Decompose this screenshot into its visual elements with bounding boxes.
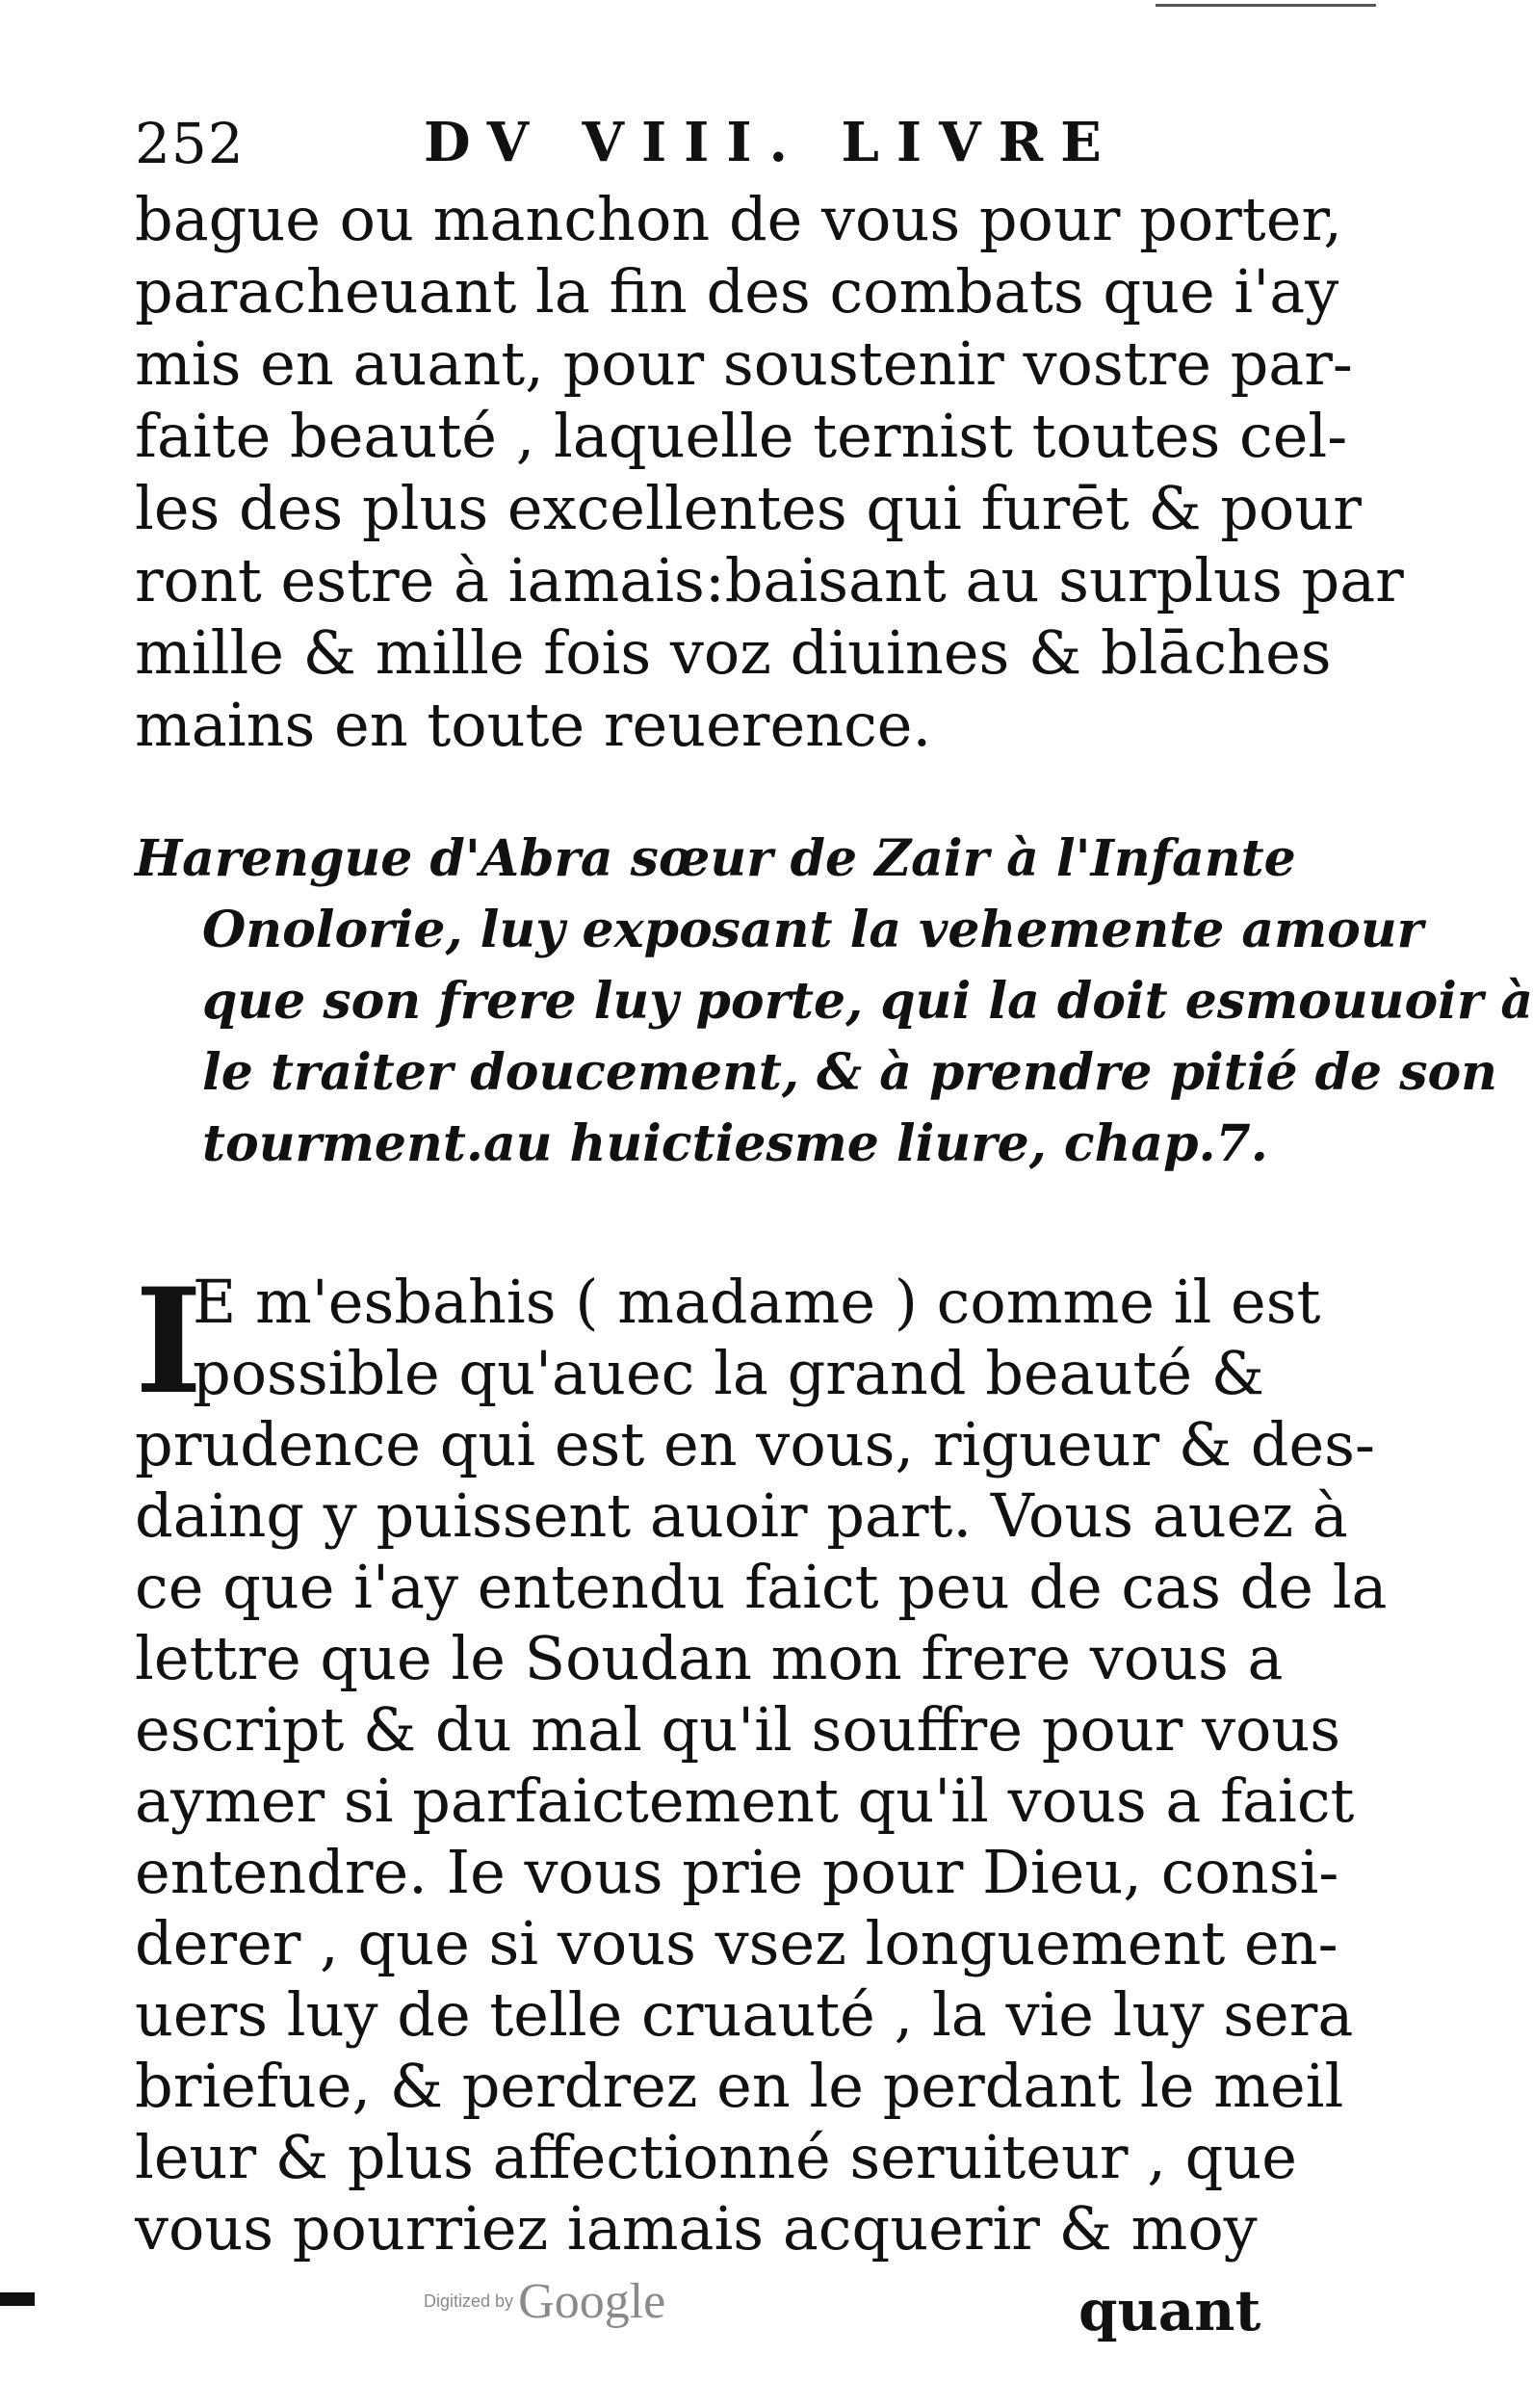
text-line: uers luy de telle cruauté , la vie luy sera: [135, 1979, 1354, 2050]
paragraph-harangue: [135, 1257, 1388, 2264]
text-line: vous pourriez iamais acquerir & moy: [135, 2193, 1258, 2264]
heading-line: Onolorie, luy exposant la vehemente amour: [202, 901, 1424, 959]
text-line: paracheuant la fin des combats que i'ay: [135, 256, 1339, 327]
text-line: faite beauté , laquelle ternist toutes cel-: [135, 401, 1348, 471]
catchword: quant: [1078, 2278, 1261, 2343]
running-title: DV VIII. LIVRE: [424, 111, 1119, 174]
paragraph-letter-ending: [135, 183, 1404, 761]
text-line: lettre que le Soudan mon frere vous a: [135, 1623, 1284, 1693]
text-line: ront estre à iamais:baisant au surplus par: [135, 545, 1404, 615]
heading-line: Harengue d'Abra sœur de Zair à l'Infante: [135, 829, 1296, 888]
margin-mark: [0, 2292, 35, 2306]
digitization-watermark: [424, 2273, 665, 2341]
heading-line: le traiter doucement, & à prendre pitié de son: [202, 1043, 1497, 1102]
running-head: [135, 111, 1252, 178]
text-line: mis en auant, pour soustenir vostre par-: [135, 328, 1353, 399]
text-line: daing y puissent auoir part. Vous auez à: [135, 1480, 1348, 1551]
text-line: aymer si parfaictement qu'il vous a faict: [135, 1766, 1355, 1836]
text-line: leur & plus affectionné seruiteur , que: [135, 2122, 1297, 2192]
watermark-prefix: Digitized by: [424, 2291, 514, 2311]
text-line: entendre. Ie vous prie pour Dieu, consi-: [135, 1837, 1339, 1907]
text-line: escript & du mal qu'il souffre pour vous: [135, 1694, 1341, 1765]
text-line: mains en toute reuerence.: [135, 690, 932, 760]
text-line: derer , que si vous vsez longuement en-: [135, 1908, 1338, 1978]
scan-edge-mark: [1156, 4, 1376, 7]
text-line: ce que i'ay entendu faict peu de cas de la: [135, 1552, 1388, 1622]
heading-line: tourment.au huictiesme liure, chap.7.: [202, 1114, 1268, 1173]
text-line: les des plus excellentes qui furēt & pour: [135, 473, 1362, 543]
text-line: possible qu'auec la grand beauté &: [193, 1338, 1264, 1408]
text-line: bague ou manchon de vous pour porter,: [135, 184, 1342, 254]
page-number: 252: [135, 111, 245, 176]
text-line: prudence qui est en vous, rigueur & des-: [135, 1409, 1375, 1479]
google-logo: Google: [518, 2274, 666, 2329]
text-line: E m'esbahis ( madame ) comme il est: [193, 1267, 1321, 1337]
text-line: mille & mille fois voz diuines & blāches: [135, 617, 1332, 688]
drop-cap: I: [135, 1257, 203, 1426]
text-line: briefue, & perdrez en le perdant le meil: [135, 2051, 1344, 2121]
section-heading: [135, 824, 1533, 1180]
heading-line: que son frere luy porte, qui la doit esmouuoir à: [202, 972, 1533, 1031]
